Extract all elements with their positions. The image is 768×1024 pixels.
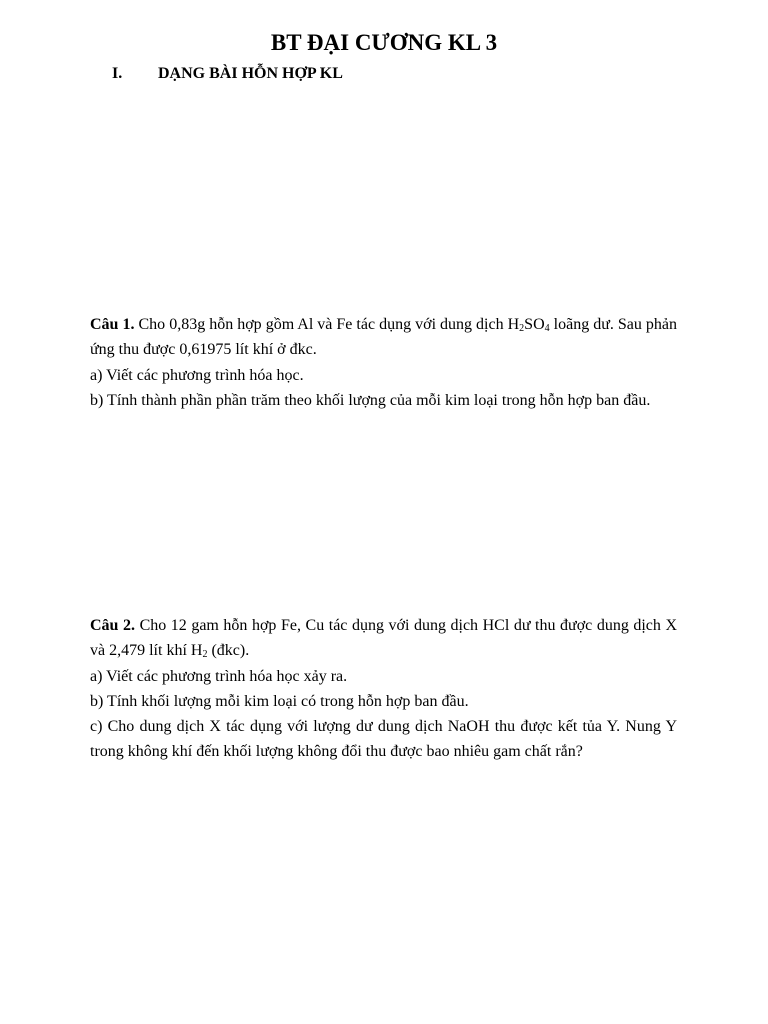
document-title: BT ĐẠI CƯƠNG KL 3: [270, 30, 498, 55]
question-2-text-part-b: (đkc).: [207, 642, 250, 660]
section-title: DẠNG BÀI HỖN HỢP KL: [158, 65, 343, 82]
question-1-label: Câu 1.: [90, 316, 135, 333]
question-2: [90, 613, 677, 765]
question-2-stem: [90, 613, 677, 664]
question-1-item-b: b) Tính thành phần phần trăm theo khối lượng của mỗi kim loại trong hỗn hợp ban đầu.: [90, 391, 651, 409]
question-1-text-part-b: SO: [524, 316, 545, 333]
question-1-text-part-c: loãng dư. Sau phản ứng thu được 0,61975 lít khí ở đkc.: [90, 316, 678, 359]
question-1-text-part-a: Cho 0,83g hỗn hợp gồm Al và Fe tác dụng với dung dịch H: [134, 316, 520, 333]
question-1-subscript-2: 4: [544, 323, 550, 334]
question-2-text-part-a: Cho 12 gam hỗn hợp Fe, Cu tác dụng với dung dịch HCl dư thu được dung dịch X và 2,479 lít khí H: [90, 617, 678, 660]
question-1: [90, 312, 677, 413]
section-heading: [112, 63, 343, 85]
question-1-item-a: a) Viết các phương trình hóa học.: [90, 366, 304, 384]
section-number: I.: [112, 65, 123, 82]
question-1-subscript-1: 2: [519, 323, 525, 334]
question-1-stem: [90, 312, 677, 363]
question-2-item-c: c) Cho dung dịch X tác dụng với lượng dư dung dịch NaOH thu được kết tủa Y. Nung Y trong không khí đến khối lượng không đổi thu được bao nhiêu gam chất rắn?: [90, 718, 677, 761]
question-2-subscript-1: 2: [202, 649, 208, 661]
question-2-label: Câu 2.: [90, 617, 136, 634]
question-2-item-b: b) Tính khối lượng mỗi kim loại có trong hỗn hợp ban đầu.: [90, 692, 469, 710]
question-2-item-a: a) Viết các phương trình hóa học xảy ra.: [90, 667, 348, 685]
